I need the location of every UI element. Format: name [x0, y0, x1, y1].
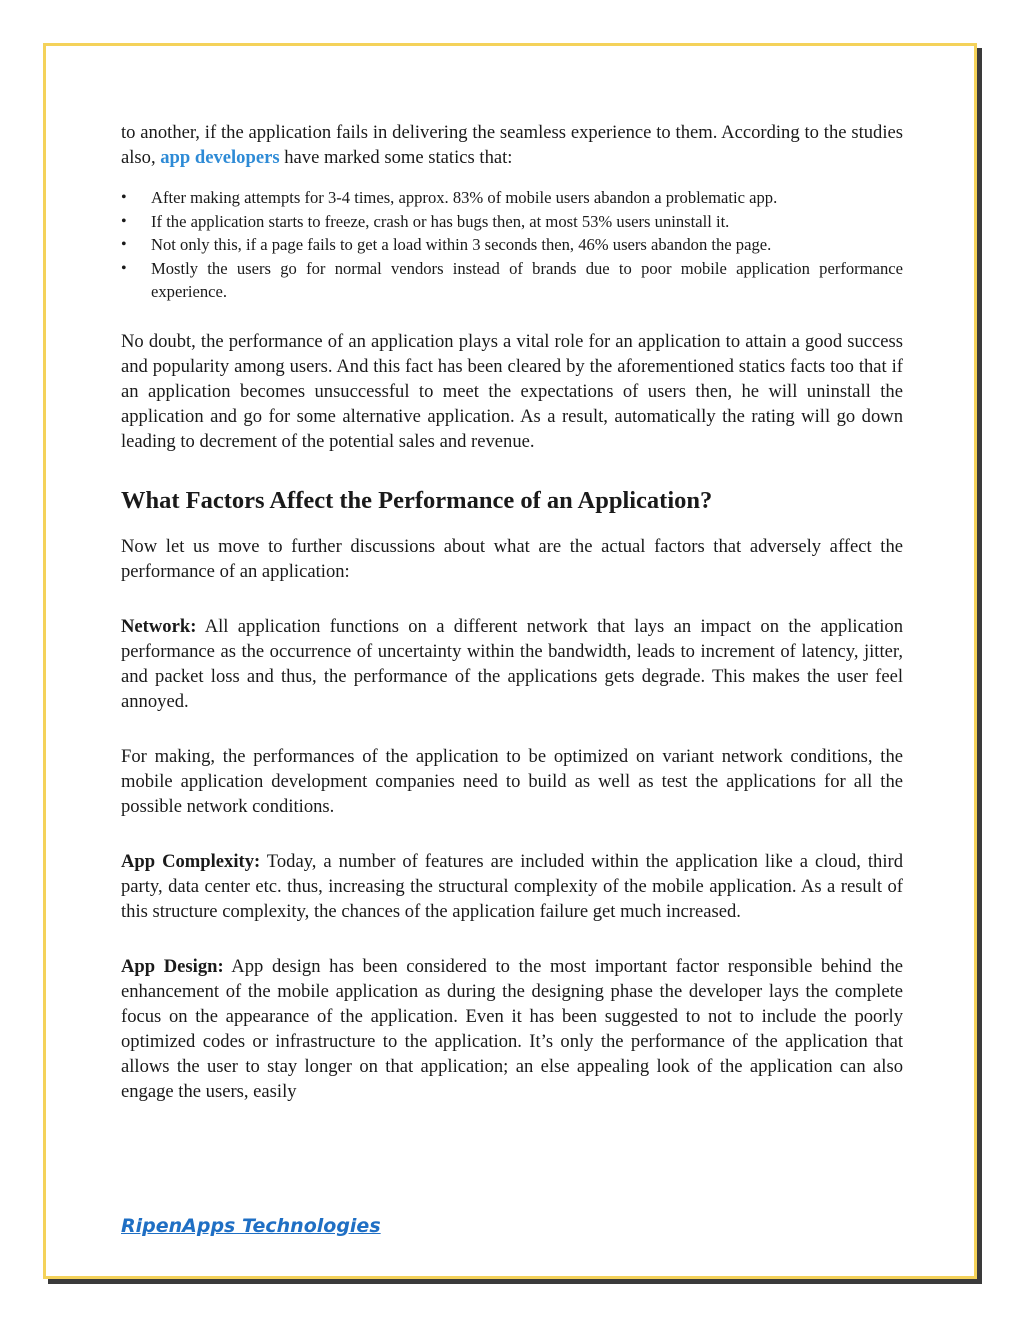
list-item-text: Mostly the users go for normal vendors instead of brands due to poor mobile application performance experience.	[151, 258, 903, 301]
app-complexity-text: Today, a number of features are included within the application like a cloud, third party, data center etc. thus, increasing the structural complexity of the mobile application. As a result of this structure complexity, the chances of the application failure get much increased.	[121, 850, 904, 922]
factors-intro-paragraph: Now let us move to further discussions about what are the actual factors that adversely affect the performance of an application:	[121, 535, 903, 582]
list-item-text: After making attempts for 3-4 times, approx. 83% of mobile users abandon a problematic app.	[151, 188, 778, 207]
app-design-label: App Design:	[121, 955, 224, 977]
bullet-icon: •	[121, 189, 127, 206]
app-design-text: App design has been considered to the most important factor responsible behind the enhancement of the mobile application as during the designing phase the developer lays the complete focus on the appearance of the application. Even it has been suggested to not to include the poorly optimized codes or infrastructure to the application. It’s only the performance of the application that allows the user to stay longer on that application; an else appealing look of the application can also engage the users, easily	[121, 955, 903, 1102]
document-body	[121, 120, 903, 1104]
performance-paragraph: No doubt, the performance of an application plays a vital role for an application to attain a good success and popularity among users. And this fact has been cleared by the aforementioned statics facts too that if an application becomes unsuccessful to meet the expectations of users then, he will uninstall the application and go for some alternative application. As a result, automatically the rating will go down leading to decrement of the potential sales and revenue.	[121, 330, 903, 452]
intro-text-after: have marked some statics that:	[279, 147, 513, 168]
intro-text-before: to another, if the application fails in delivering the seamless experience to them. According to the studies also,	[121, 122, 903, 168]
list-item-text: Not only this, if a page fails to get a load within 3 seconds then, 46% users abandon the page.	[151, 235, 772, 254]
network-optimization-paragraph: For making, the performances of the application to be optimized on variant network conditions, the mobile application development companies need to build as well as test the applications for all the possible network conditions.	[121, 745, 903, 817]
app-complexity-label: App Complexity:	[121, 850, 261, 872]
bullet-icon: •	[121, 259, 127, 277]
network-label: Network:	[121, 615, 197, 637]
statistics-list	[121, 186, 903, 304]
section-heading: What Factors Affect the Performance of an Application?	[121, 486, 713, 514]
list-item	[121, 233, 903, 257]
list-item	[121, 257, 903, 304]
list-item	[121, 210, 903, 234]
list-item	[121, 186, 903, 210]
app-developers-link[interactable]: app developers	[160, 147, 280, 168]
bullet-icon: •	[121, 236, 127, 253]
intro-paragraph	[121, 120, 903, 170]
network-paragraph	[121, 614, 903, 714]
app-design-paragraph	[121, 954, 903, 1104]
footer-brand-link[interactable]: RipenApps Technologies	[121, 1215, 381, 1237]
app-complexity-paragraph	[121, 849, 903, 924]
network-text: All application functions on a different network that lays an impact on the application performance as the occurrence of uncertainty within the bandwidth, leads to increment of latency, jitter, and packet loss and thus, the performance of the applications gets degrade. This makes the user feel annoyed.	[121, 615, 903, 712]
list-item-text: If the application starts to freeze, crash or has bugs then, at most 53% users uninstall it.	[151, 211, 730, 231]
bullet-icon: •	[121, 212, 127, 230]
